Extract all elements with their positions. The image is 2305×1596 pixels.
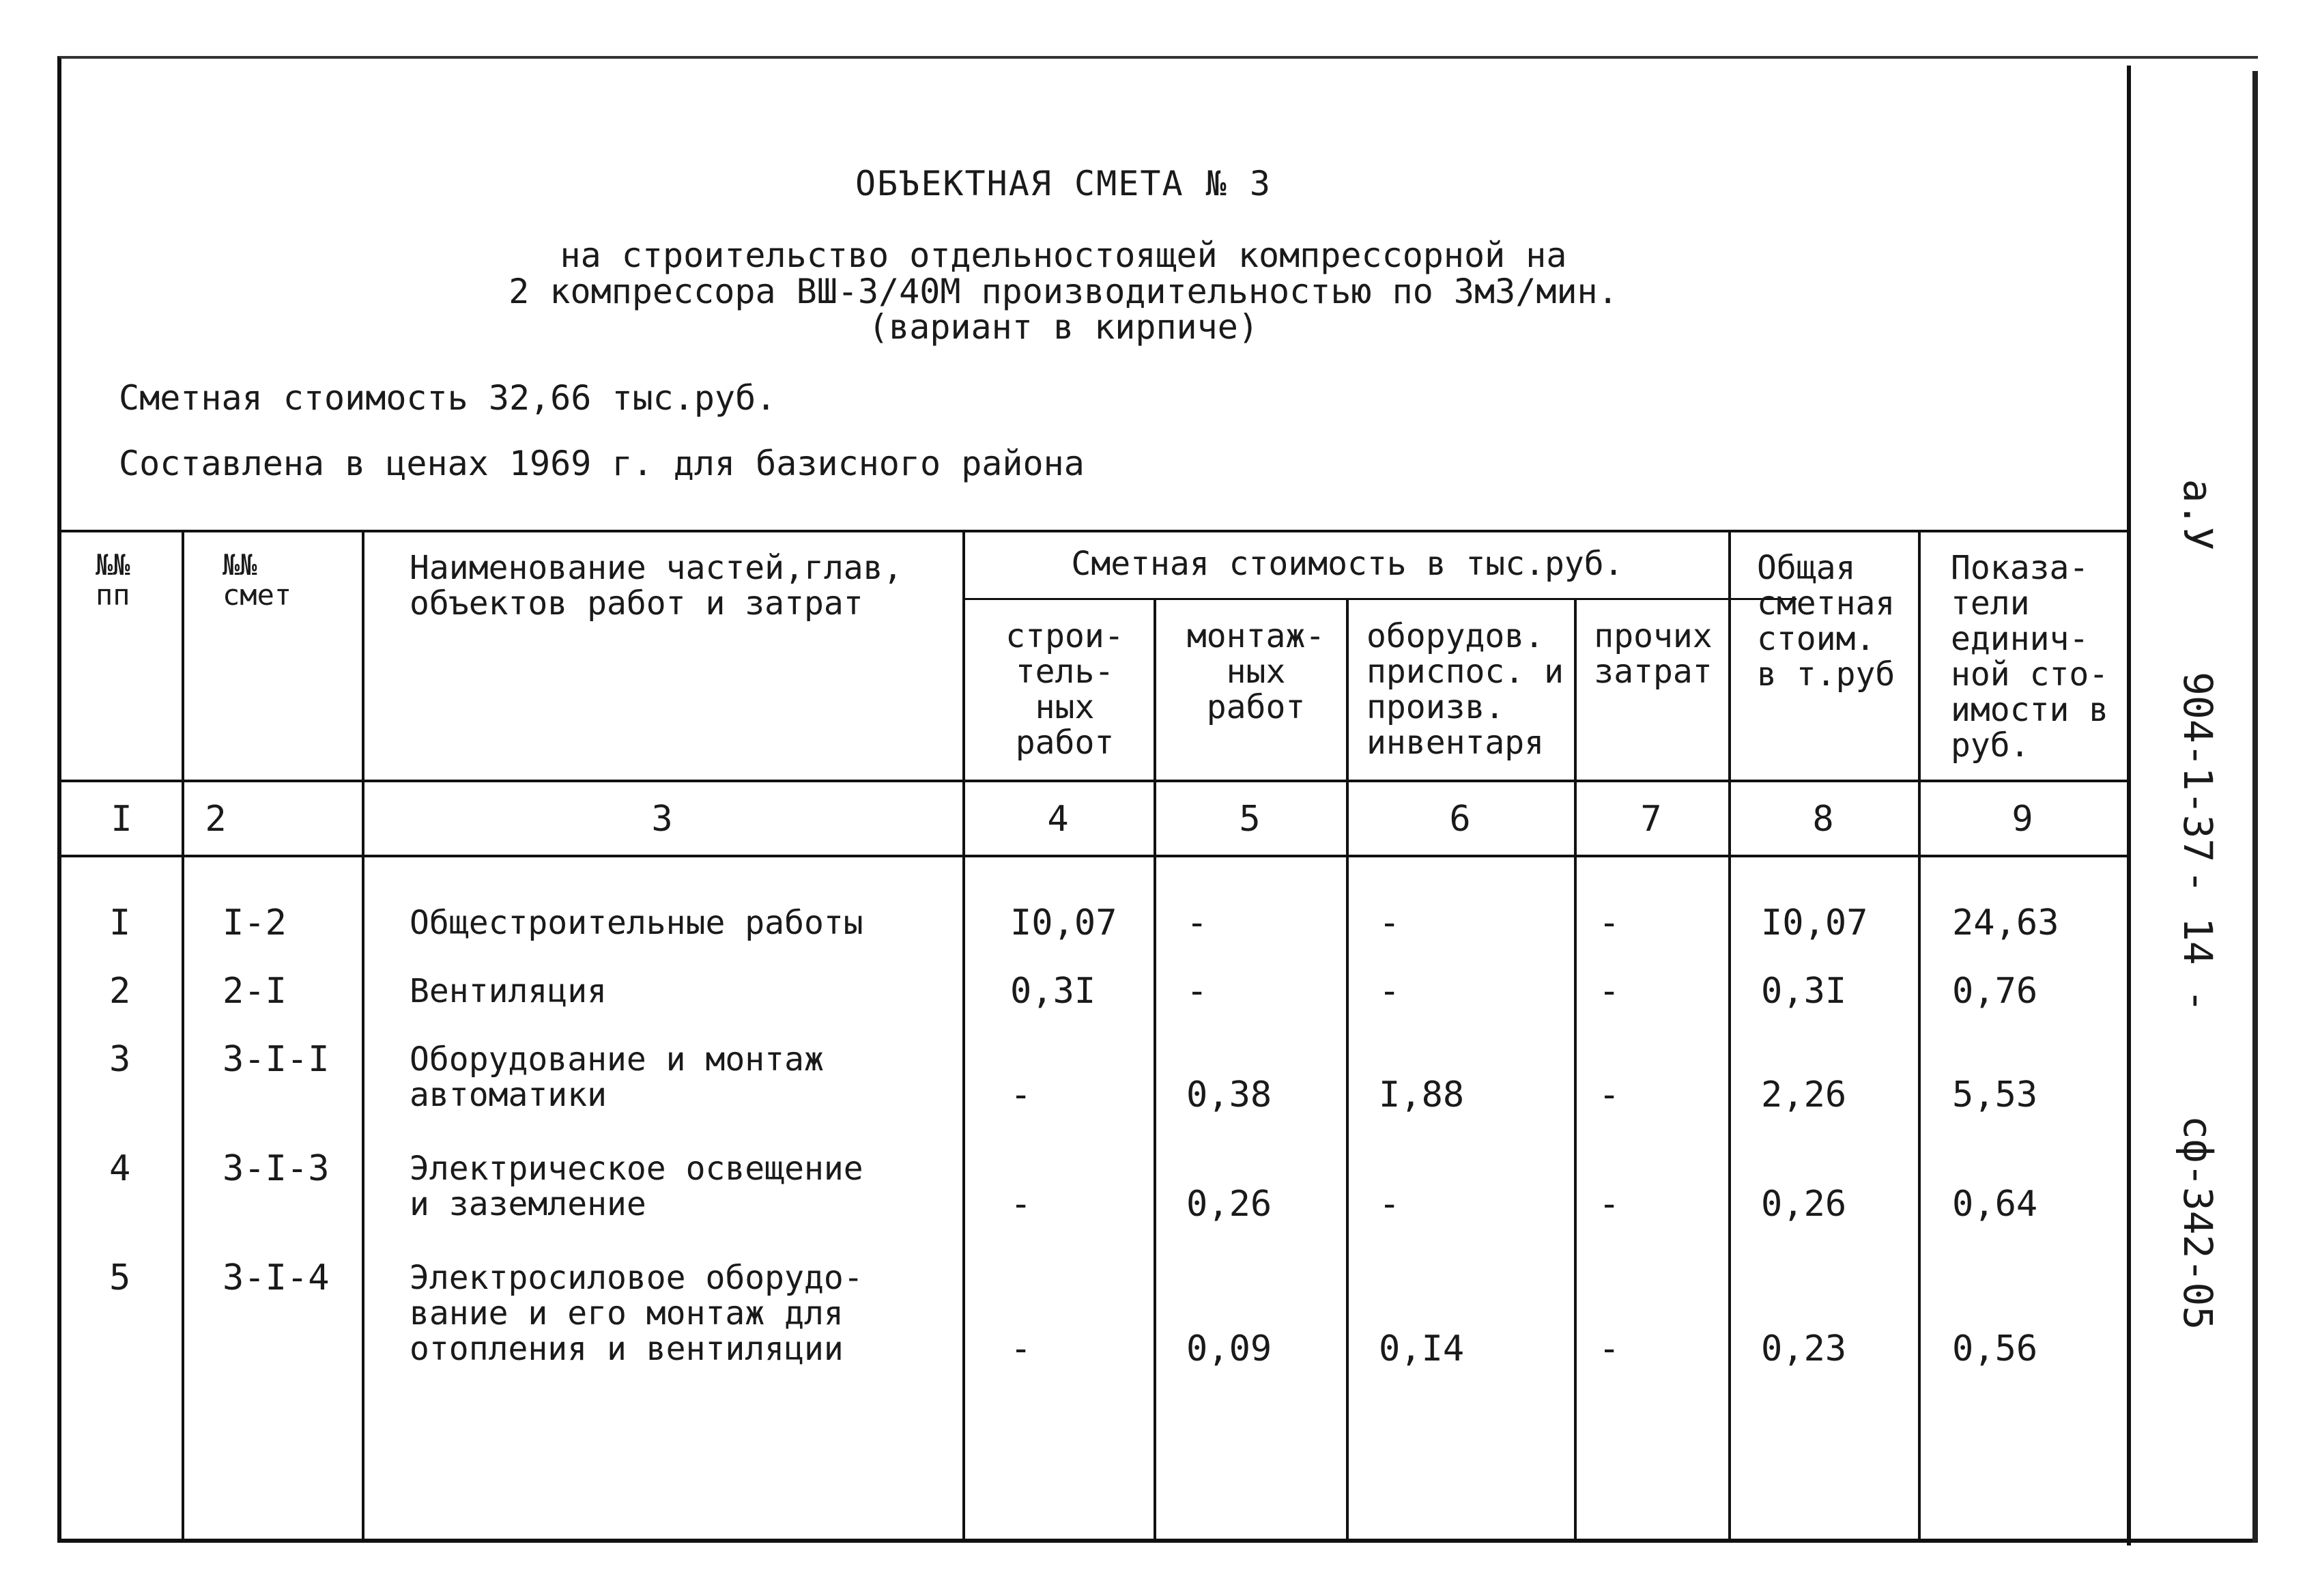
col-divider — [1728, 530, 1731, 1543]
header-col6: оборудов. приспос. и произв. инвентаря — [1366, 617, 1564, 762]
side-code-part: 904-1-37 — [2175, 672, 2221, 863]
col-divider — [1154, 598, 1156, 1543]
row-number: 2 — [109, 971, 131, 1012]
row-mount-cost: 0,09 — [1186, 1328, 1272, 1369]
row-mount-cost: - — [1186, 902, 1208, 943]
row-total-cost: 0,23 — [1761, 1328, 1847, 1369]
row-equipment-cost: - — [1379, 971, 1401, 1012]
subtitle-line-2: 2 компрессора ВШ-3/40М производительностью по 3м3/мин. — [509, 272, 1618, 311]
row-other-cost: - — [1599, 1184, 1620, 1225]
header-col1: №№ пп — [96, 548, 130, 612]
compiled-note: Составлена в ценах 1969 г. для базисного района — [119, 444, 1085, 483]
col-divider — [1574, 598, 1577, 1543]
colnum: 8 — [1812, 799, 1834, 840]
row-build-cost: 0,3I — [1010, 971, 1096, 1012]
row-mount-cost: 0,26 — [1186, 1184, 1272, 1225]
row-unit-indicator: 24,63 — [1952, 902, 2059, 943]
header-col7: прочих затрат — [1594, 617, 1713, 691]
side-code-part: - 14 - — [2175, 870, 2221, 1013]
colnum-bottom-line — [61, 855, 2127, 857]
row-build-cost: - — [1010, 1074, 1032, 1115]
header-col4: строи-тель-ных работ — [1005, 617, 1124, 762]
estimate-table — [61, 530, 2127, 1543]
side-divider — [2127, 66, 2131, 1545]
row-number: 3 — [109, 1039, 131, 1080]
col-divider — [1346, 598, 1349, 1543]
row-number: 4 — [109, 1148, 131, 1189]
row-name-line: Вентиляция — [410, 972, 607, 1010]
row-estimate-id: 2-I — [223, 971, 287, 1012]
row-mount-cost: - — [1186, 971, 1208, 1012]
row-total-cost: I0,07 — [1761, 902, 1868, 943]
row-equipment-cost: - — [1379, 902, 1401, 943]
header-col3: Наименование частей,глав, объектов работ и затрат — [410, 549, 903, 623]
colnum: I — [111, 799, 132, 840]
colnum: 7 — [1640, 799, 1662, 840]
header-col5: монтаж-ных работ — [1186, 617, 1326, 726]
colnum: 3 — [651, 799, 673, 840]
colnum: 9 — [2011, 799, 2033, 840]
row-equipment-cost: 0,I4 — [1379, 1328, 1465, 1369]
row-number: 5 — [109, 1257, 131, 1298]
header-col9: Показа-тели единич-ной сто-имости в руб. — [1951, 549, 2109, 765]
side-code-part: а.У — [2175, 479, 2221, 551]
header-col8: Общая сметная стоим. в т.руб — [1757, 549, 1895, 694]
row-total-cost: 0,26 — [1761, 1184, 1847, 1225]
col-divider — [962, 530, 965, 1543]
col-divider — [182, 530, 184, 1543]
row-unit-indicator: 0,56 — [1952, 1328, 2038, 1369]
col-divider — [1918, 530, 1921, 1543]
colnum: 4 — [1047, 799, 1069, 840]
subtitle-line-1: на строительство отдельностоящей компрессорной на — [560, 236, 1567, 275]
side-code-part: сф-342-05 — [2175, 1115, 2221, 1330]
colnum: 5 — [1239, 799, 1261, 840]
row-name-line: отопления и вентиляции — [410, 1330, 844, 1368]
col-divider — [362, 530, 364, 1543]
row-unit-indicator: 5,53 — [1952, 1074, 2038, 1115]
group-underline — [964, 598, 1796, 600]
row-other-cost: - — [1599, 971, 1620, 1012]
row-mount-cost: 0,38 — [1186, 1074, 1272, 1115]
row-estimate-id: 3-I-I — [223, 1039, 330, 1080]
row-name-line: вание и его монтаж для — [410, 1294, 844, 1333]
row-build-cost: - — [1010, 1328, 1032, 1369]
row-equipment-cost: I,88 — [1379, 1074, 1465, 1115]
document-title: ОБЪЕКТНАЯ СМЕТА № 3 — [855, 164, 1272, 203]
row-total-cost: 2,26 — [1761, 1074, 1847, 1115]
table-top-line — [61, 530, 2127, 532]
row-estimate-id: 3-I-3 — [223, 1148, 330, 1189]
colnum: 2 — [205, 799, 227, 840]
colnum: 6 — [1449, 799, 1471, 840]
row-name-line: автоматики — [410, 1076, 607, 1114]
side-code — [2157, 479, 2239, 1379]
row-number: I — [109, 902, 131, 943]
row-name-line: Электросиловое оборудо- — [410, 1259, 863, 1297]
row-estimate-id: I-2 — [223, 902, 287, 943]
row-build-cost: - — [1010, 1184, 1032, 1225]
row-other-cost: - — [1599, 902, 1620, 943]
row-unit-indicator: 0,64 — [1952, 1184, 2038, 1225]
header-group: Сметная стоимость в тыс.руб. — [1071, 545, 1624, 583]
header-bottom-line — [61, 780, 2127, 782]
right-border — [2252, 71, 2258, 1543]
row-name-line: Общестроительные работы — [410, 904, 863, 942]
estimated-cost: Сметная стоимость 32,66 тыс.руб. — [119, 378, 777, 418]
row-build-cost: I0,07 — [1010, 902, 1117, 943]
row-name-line: Электрическое освещение — [410, 1150, 863, 1188]
header-col2: №№ смет — [223, 548, 292, 612]
row-name-line: Оборудование и монтаж — [410, 1040, 824, 1079]
row-other-cost: - — [1599, 1074, 1620, 1115]
row-total-cost: 0,3I — [1761, 971, 1847, 1012]
row-other-cost: - — [1599, 1328, 1620, 1369]
row-name-line: и заземление — [410, 1185, 646, 1223]
row-unit-indicator: 0,76 — [1952, 971, 2038, 1012]
row-equipment-cost: - — [1379, 1184, 1401, 1225]
row-estimate-id: 3-I-4 — [223, 1257, 330, 1298]
subtitle-line-3: (вариант в кирпиче) — [868, 307, 1259, 347]
